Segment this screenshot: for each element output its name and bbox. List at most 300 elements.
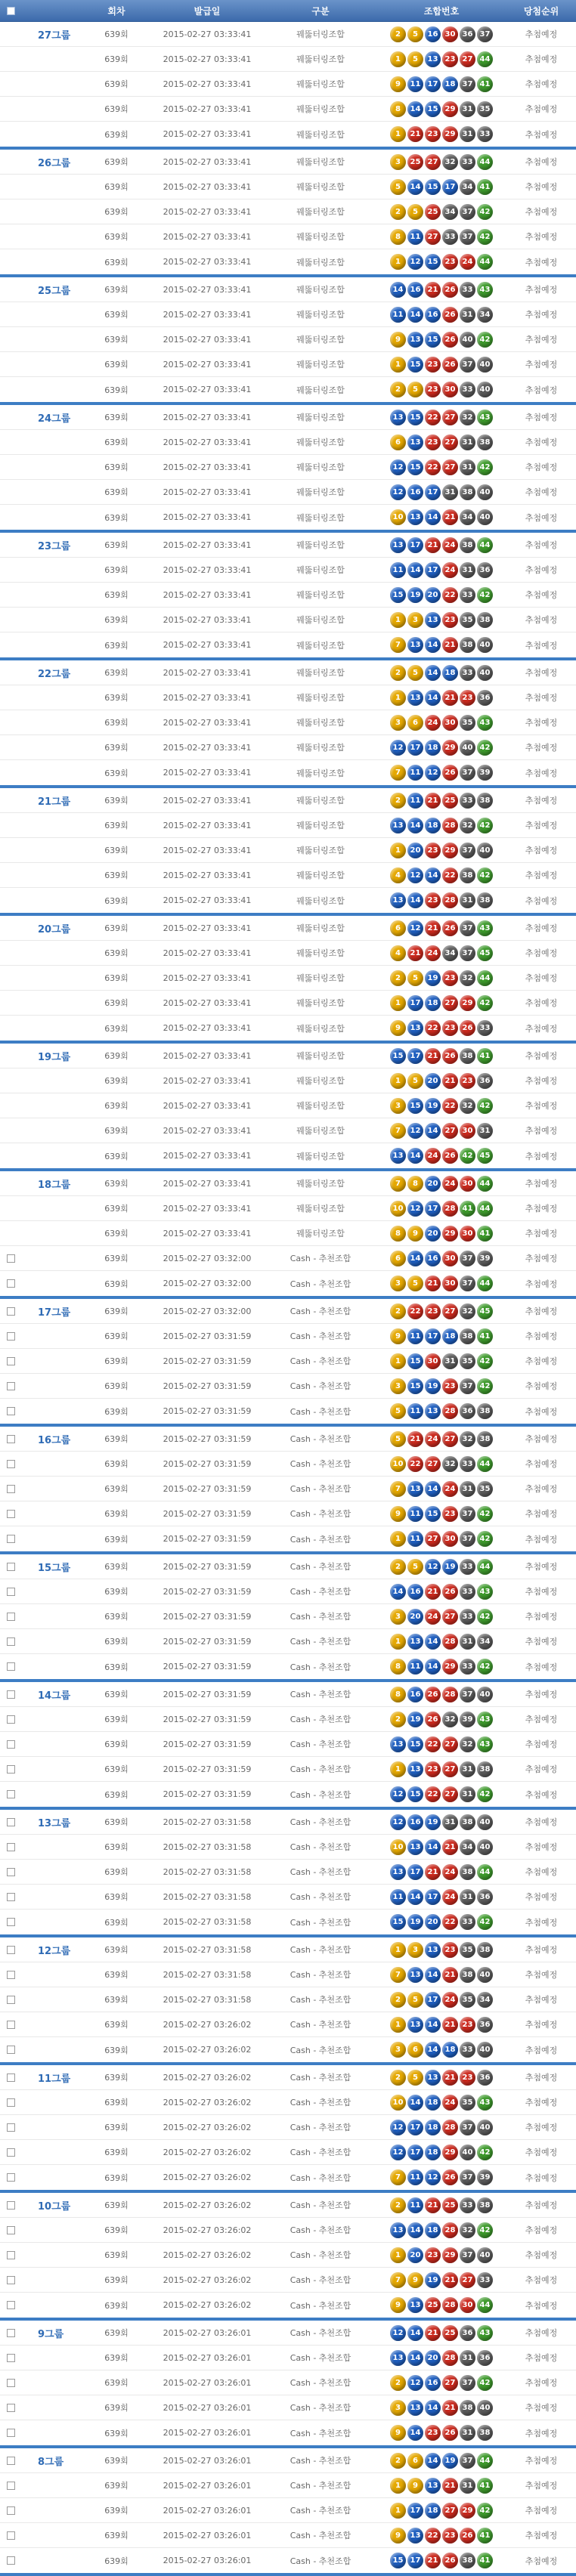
result-cell: 추첨예정 (525, 2098, 558, 2107)
row-checkbox[interactable] (7, 1485, 15, 1493)
row-checkbox[interactable] (7, 2251, 15, 2259)
group-label[interactable]: 19그룹 (38, 1051, 71, 1063)
row-check-cell (0, 2021, 21, 2029)
row-checkbox[interactable] (7, 2429, 15, 2437)
numbers-cell (376, 1687, 506, 1702)
lotto-ball: 33 (460, 154, 475, 170)
row-checkbox[interactable] (7, 1254, 15, 1263)
lotto-ball: 10 (390, 1456, 406, 1472)
kind-cell: Cash - 추천조합 (290, 2098, 351, 2107)
lotto-ball: 32 (460, 1303, 475, 1319)
lotto-ball: 9 (390, 1328, 406, 1344)
lotto-ball: 23 (425, 1303, 441, 1319)
kind-cell: 꿰뚫터링조합 (296, 360, 345, 370)
row-checkbox[interactable] (7, 1946, 15, 1954)
row-checkbox[interactable] (7, 1435, 15, 1443)
row-checkbox[interactable] (7, 2482, 15, 2490)
round-cell: 639회 (104, 182, 129, 192)
row-check-cell (0, 2404, 21, 2412)
date-cell: 2015-02-27 03:31:59 (163, 1714, 252, 1724)
lotto-ball: 29 (442, 843, 458, 858)
result-cell: 추첨예정 (525, 2378, 558, 2388)
round-cell: 639회 (104, 1534, 129, 1545)
lotto-ball: 9 (390, 2425, 406, 2441)
group-label[interactable]: 21그룹 (38, 796, 71, 808)
kind-cell: 꿰뚫터링조합 (296, 871, 345, 880)
lotto-ball: 32 (460, 410, 475, 425)
lotto-ball: 32 (442, 1456, 458, 1472)
lotto-ball: 31 (460, 562, 475, 578)
row-checkbox[interactable] (7, 1843, 15, 1851)
row-checkbox[interactable] (7, 1971, 15, 1979)
lotto-ball: 18 (425, 2503, 441, 2519)
row-check-cell (0, 1563, 21, 1571)
lotto-ball: 18 (425, 2095, 441, 2111)
numbers-cell (376, 945, 506, 961)
kind-cell: 꿰뚫터링조합 (296, 129, 345, 140)
result-cell: 추첨예정 (525, 29, 558, 39)
lotto-ball: 41 (477, 2478, 493, 2494)
kind-cell: 꿰뚫터링조합 (296, 1229, 345, 1239)
lotto-ball: 8 (407, 1176, 423, 1192)
row-check-cell (0, 1485, 21, 1493)
lotto-ball: 25 (442, 2197, 458, 2213)
date-cell: 2015-02-27 03:26:01 (163, 2480, 252, 2491)
lotto-ball: 33 (477, 2272, 493, 2288)
date-cell: 2015-02-27 03:32:00 (163, 1279, 252, 1288)
lotto-ball: 31 (460, 307, 475, 323)
date-cell: 2015-02-27 03:33:41 (163, 206, 252, 217)
group-label[interactable]: 16그룹 (38, 1434, 71, 1446)
numbers-cell (376, 2095, 506, 2111)
lotto-ball: 11 (390, 1889, 406, 1905)
numbers-cell (376, 715, 506, 731)
date-cell: 2015-02-27 03:33:41 (163, 1125, 252, 1136)
numbers-cell (376, 1303, 506, 1319)
numbers-cell (376, 2169, 506, 2185)
row-checkbox[interactable] (7, 1332, 15, 1341)
table-row (0, 991, 576, 1016)
row-checkbox[interactable] (7, 2173, 15, 2182)
round-cell: 639회 (104, 1459, 129, 1469)
row-checkbox[interactable] (7, 1510, 15, 1518)
row-checkbox[interactable] (7, 1613, 15, 1621)
row-checkbox[interactable] (7, 1893, 15, 1901)
lotto-ball: 25 (425, 2297, 441, 2313)
kind-cell: Cash - 추천조합 (290, 1279, 351, 1289)
row-check-cell (0, 1662, 21, 1671)
lotto-ball: 13 (407, 2017, 423, 2033)
table-row (0, 710, 576, 735)
lotto-ball: 17 (407, 2145, 423, 2160)
lotto-ball: 16 (407, 1687, 423, 1702)
round-cell: 639회 (104, 232, 129, 242)
lotto-ball: 5 (390, 1403, 406, 1419)
row-checkbox[interactable] (7, 2073, 15, 2082)
round-cell: 639회 (104, 1817, 129, 1827)
lotto-ball: 40 (477, 2120, 493, 2135)
group-label[interactable]: 12그룹 (38, 1945, 71, 1957)
row-checkbox[interactable] (7, 1662, 15, 1671)
lotto-ball: 14 (425, 690, 441, 706)
lotto-ball: 13 (407, 2297, 423, 2313)
lotto-ball: 28 (442, 2120, 458, 2135)
lotto-ball: 1 (390, 357, 406, 373)
lotto-ball: 1 (390, 2503, 406, 2519)
group-block (0, 1171, 576, 1299)
row-checkbox[interactable] (7, 2404, 15, 2412)
lotto-ball: 38 (460, 537, 475, 553)
group-label[interactable]: 25그룹 (38, 285, 71, 297)
lotto-ball: 31 (460, 1761, 475, 1777)
lotto-ball: 28 (442, 2297, 458, 2313)
group-label[interactable]: 26그룹 (38, 157, 71, 169)
group-label[interactable]: 22그룹 (38, 668, 71, 680)
group-label[interactable]: 11그룹 (38, 2073, 71, 2085)
lotto-ball: 11 (407, 1403, 423, 1419)
lotto-ball: 21 (425, 1584, 441, 1600)
table-row (0, 2346, 576, 2370)
result-cell: 추첨예정 (525, 2481, 558, 2491)
row-checkbox[interactable] (7, 2301, 15, 2309)
group-label[interactable]: 23그룹 (38, 540, 71, 552)
lotto-ball: 13 (390, 2222, 406, 2238)
lotto-ball: 34 (460, 1839, 475, 1855)
lotto-ball: 30 (442, 1251, 458, 1266)
lotto-ball: 27 (442, 459, 458, 475)
date-cell: 2015-02-27 03:33:41 (163, 1050, 252, 1061)
lotto-ball: 6 (390, 1251, 406, 1266)
group-label[interactable]: 17그룹 (38, 1307, 71, 1319)
round-cell: 639회 (104, 335, 129, 345)
group-label[interactable]: 13그룹 (38, 1817, 71, 1829)
lotto-ball: 31 (460, 1786, 475, 1802)
kind-cell: Cash - 추천조합 (290, 2428, 351, 2438)
lotto-ball: 15 (425, 254, 441, 270)
row-checkbox[interactable] (7, 1690, 15, 1699)
group-label[interactable]: 9그룹 (38, 2328, 64, 2340)
lotto-ball: 29 (442, 740, 458, 756)
row-checkbox[interactable] (7, 1407, 15, 1415)
row-checkbox[interactable] (7, 2556, 15, 2565)
group-label[interactable]: 24그룹 (38, 413, 71, 425)
kind-cell: 꿰뚫터링조합 (296, 335, 345, 345)
lotto-ball: 42 (477, 204, 493, 220)
row-checkbox[interactable] (7, 1918, 15, 1926)
lotto-ball: 9 (390, 2528, 406, 2544)
date-cell: 2015-02-27 03:31:59 (163, 1636, 252, 1647)
lotto-ball: 26 (442, 357, 458, 373)
date-cell: 2015-02-27 03:32:00 (163, 1306, 252, 1316)
row-checkbox[interactable] (7, 1588, 15, 1596)
group-label[interactable]: 10그룹 (38, 2200, 71, 2213)
row-checkbox[interactable] (7, 1279, 15, 1288)
lotto-ball: 24 (442, 1481, 458, 1497)
kind-cell: 꿰뚫터링조합 (296, 718, 345, 728)
round-cell: 639회 (104, 207, 129, 217)
date-cell: 2015-02-27 03:33:41 (163, 923, 252, 933)
kind-cell: Cash - 추천조합 (290, 1764, 351, 1774)
table-row (0, 1452, 576, 1477)
row-checkbox[interactable] (7, 1357, 15, 1365)
lotto-ball: 38 (460, 484, 475, 500)
lotto-ball: 24 (442, 2095, 458, 2111)
date-cell: 2015-02-27 03:26:02 (163, 2045, 252, 2055)
group-block (0, 2321, 576, 2448)
lotto-ball: 19 (442, 1559, 458, 1575)
lotto-ball: 19 (407, 1914, 423, 1930)
kind-cell: Cash - 추천조합 (290, 2353, 351, 2363)
numbers-cell (376, 1814, 506, 1830)
lotto-ball: 9 (407, 2272, 423, 2288)
numbers-cell (376, 1659, 506, 1675)
lotto-ball: 31 (460, 126, 475, 142)
lotto-ball: 11 (407, 765, 423, 781)
table-row (0, 1427, 576, 1452)
row-checkbox[interactable] (7, 2021, 15, 2029)
kind-cell: 꿰뚫터링조합 (296, 54, 345, 64)
row-checkbox[interactable] (7, 1996, 15, 2004)
round-cell: 639회 (104, 1764, 129, 1774)
round-cell: 639회 (104, 1023, 129, 1034)
numbers-cell (376, 537, 506, 553)
row-checkbox[interactable] (7, 2123, 15, 2132)
lotto-ball: 1 (390, 2478, 406, 2494)
lotto-ball: 34 (442, 204, 458, 220)
lotto-ball: 23 (442, 612, 458, 628)
numbers-cell (376, 1786, 506, 1802)
lotto-ball: 26 (442, 2553, 458, 2568)
row-checkbox[interactable] (7, 2531, 15, 2540)
numbers-cell (376, 1914, 506, 1930)
lotto-ball: 25 (442, 2325, 458, 2341)
table-row (0, 72, 576, 97)
lotto-ball: 14 (407, 2425, 423, 2441)
lotto-ball: 2 (390, 2453, 406, 2469)
lotto-ball: 33 (460, 1584, 475, 1600)
lotto-ball: 3 (390, 1609, 406, 1625)
row-checkbox[interactable] (7, 1460, 15, 1468)
round-cell: 639회 (104, 79, 129, 89)
group-label[interactable]: 27그룹 (38, 29, 71, 42)
kind-cell: Cash - 추천조합 (290, 2531, 351, 2540)
row-checkbox[interactable] (7, 1818, 15, 1826)
row-checkbox[interactable] (7, 1535, 15, 1543)
date-cell: 2015-02-27 03:33:41 (163, 156, 252, 167)
lotto-ball: 14 (425, 1634, 441, 1650)
lotto-ball: 26 (442, 2425, 458, 2441)
row-checkbox[interactable] (7, 1765, 15, 1774)
lotto-ball: 9 (390, 76, 406, 92)
lotto-ball: 37 (460, 1687, 475, 1702)
result-cell: 추첨예정 (525, 360, 558, 370)
lotto-ball: 22 (407, 1303, 423, 1319)
lotto-ball: 43 (477, 1736, 493, 1752)
group-label[interactable]: 14그룹 (38, 1690, 71, 1702)
lotto-ball: 16 (407, 282, 423, 298)
lotto-ball: 38 (477, 434, 493, 450)
lotto-ball: 23 (442, 254, 458, 270)
round-cell: 639회 (104, 895, 129, 906)
select-all-checkbox[interactable] (7, 7, 15, 15)
result-cell: 추첨예정 (525, 2403, 558, 2413)
kind-cell: 꿰뚫터링조합 (296, 182, 345, 192)
result-cell: 추첨예정 (525, 565, 558, 575)
lotto-ball: 5 (407, 1992, 423, 2008)
group-block (0, 22, 576, 150)
group-label[interactable]: 18그룹 (38, 1179, 71, 1191)
result-cell: 추첨예정 (525, 2300, 558, 2311)
numbers-cell (376, 2553, 506, 2568)
row-check-cell (0, 2482, 21, 2490)
row-check-cell (0, 2506, 21, 2515)
row-checkbox[interactable] (7, 1790, 15, 1798)
row-check-cell (0, 1535, 21, 1543)
lotto-ball: 27 (442, 1431, 458, 1447)
date-cell: 2015-02-27 03:26:01 (163, 2505, 252, 2516)
lotto-ball: 40 (477, 509, 493, 525)
lotto-ball: 24 (442, 1889, 458, 1905)
lotto-ball: 28 (442, 1403, 458, 1419)
result-cell: 추첨예정 (525, 1279, 558, 1289)
kind-cell: Cash - 추천조합 (290, 2250, 351, 2260)
row-checkbox[interactable] (7, 2354, 15, 2362)
row-checkbox[interactable] (7, 1563, 15, 1571)
lotto-ball: 19 (442, 2453, 458, 2469)
lotto-ball: 17 (407, 2120, 423, 2135)
row-checkbox[interactable] (7, 1307, 15, 1316)
row-checkbox[interactable] (7, 1868, 15, 1876)
lotto-ball: 31 (460, 892, 475, 908)
kind-cell: 꿰뚫터링조합 (296, 973, 345, 983)
date-cell: 2015-02-27 03:26:02 (163, 2225, 252, 2235)
row-checkbox[interactable] (7, 2506, 15, 2515)
round-cell: 639회 (104, 310, 129, 320)
row-checkbox[interactable] (7, 2148, 15, 2157)
lotto-ball: 14 (425, 2042, 441, 2058)
numbers-cell (376, 1506, 506, 1522)
row-checkbox[interactable] (7, 2379, 15, 2387)
table-row (0, 1196, 576, 1221)
round-cell: 639회 (104, 565, 129, 575)
row-checkbox[interactable] (7, 1740, 15, 1749)
round-cell: 639회 (104, 1662, 129, 1672)
result-cell: 추첨예정 (525, 693, 558, 703)
date-cell: 2015-02-27 03:33:41 (163, 973, 252, 983)
lotto-ball: 26 (425, 1687, 441, 1702)
group-block (0, 1810, 576, 1937)
row-checkbox[interactable] (7, 2098, 15, 2107)
lotto-ball: 26 (442, 920, 458, 936)
round-cell: 639회 (104, 640, 129, 651)
result-cell: 추첨예정 (525, 512, 558, 523)
lotto-ball: 17 (407, 1864, 423, 1880)
round-cell: 639회 (104, 1612, 129, 1622)
round-cell: 639회 (104, 1509, 129, 1519)
lotto-ball: 32 (460, 818, 475, 833)
lotto-ball: 33 (460, 282, 475, 298)
numbers-cell (376, 1992, 506, 2008)
lotto-ball: 11 (407, 2197, 423, 2213)
date-cell: 2015-02-27 03:26:02 (163, 2274, 252, 2285)
row-check-cell (0, 1382, 21, 1390)
kind-cell: 꿰뚫터링조합 (296, 257, 345, 267)
row-checkbox[interactable] (7, 1715, 15, 1724)
lotto-ball: 42 (477, 1786, 493, 1802)
lotto-ball: 13 (407, 2528, 423, 2544)
row-checkbox[interactable] (7, 2201, 15, 2210)
lotto-ball: 45 (477, 1148, 493, 1164)
lotto-ball: 40 (477, 1967, 493, 1983)
result-cell: 추첨예정 (525, 1764, 558, 1774)
lotto-ball: 2 (390, 1712, 406, 1727)
numbers-cell (376, 410, 506, 425)
lotto-ball: 14 (425, 1967, 441, 1983)
lotto-ball: 18 (425, 2145, 441, 2160)
group-label[interactable]: 8그룹 (38, 2456, 64, 2468)
table-row (0, 1860, 576, 1885)
table-row (0, 1835, 576, 1860)
lotto-ball: 42 (477, 2503, 493, 2519)
row-checkbox[interactable] (7, 1382, 15, 1390)
lotto-ball: 8 (390, 1659, 406, 1675)
round-cell: 639회 (104, 1637, 129, 1647)
row-checkbox[interactable] (7, 2226, 15, 2234)
row-checkbox[interactable] (7, 1637, 15, 1646)
numbers-cell (376, 637, 506, 653)
lotto-ball: 21 (425, 1276, 441, 1291)
round-cell: 639회 (104, 1995, 129, 2005)
group-label[interactable]: 15그룹 (38, 1562, 71, 1574)
lotto-ball: 40 (477, 2042, 493, 2058)
lotto-ball: 17 (407, 2553, 423, 2568)
row-checkbox[interactable] (7, 2329, 15, 2337)
numbers-cell (376, 1531, 506, 1547)
date-cell: 2015-02-27 03:26:01 (163, 2327, 252, 2338)
table-row (0, 97, 576, 122)
row-check-cell (0, 1918, 21, 1926)
result-cell: 추첨예정 (525, 1254, 558, 1263)
table-row (0, 1477, 576, 1501)
lotto-ball: 37 (460, 920, 475, 936)
round-cell: 639회 (104, 285, 129, 295)
lotto-ball: 14 (407, 1251, 423, 1266)
row-checkbox[interactable] (7, 2457, 15, 2465)
date-cell: 2015-02-27 03:33:41 (163, 1100, 252, 1111)
round-cell: 639회 (104, 1892, 129, 1902)
lotto-ball: 16 (407, 1584, 423, 1600)
lotto-ball: 15 (390, 1048, 406, 1064)
date-cell: 2015-02-27 03:33:41 (163, 845, 252, 855)
lotto-ball: 36 (477, 2070, 493, 2086)
round-cell: 639회 (104, 2481, 129, 2491)
result-cell: 추첨예정 (525, 796, 558, 806)
lotto-ball: 19 (425, 1814, 441, 1830)
lotto-ball: 44 (477, 154, 493, 170)
lotto-ball: 18 (425, 740, 441, 756)
kind-cell: 꿰뚫터링조합 (296, 232, 345, 242)
group-label[interactable]: 20그룹 (38, 923, 71, 935)
row-checkbox[interactable] (7, 2276, 15, 2284)
lotto-ball: 36 (477, 2350, 493, 2366)
lotto-ball: 2 (390, 2375, 406, 2391)
lotto-ball: 22 (442, 1098, 458, 1114)
row-checkbox[interactable] (7, 2046, 15, 2054)
lotto-ball: 16 (425, 2375, 441, 2391)
numbers-cell (376, 2297, 506, 2313)
lotto-ball: 17 (425, 76, 441, 92)
result-cell: 추첨예정 (525, 79, 558, 89)
